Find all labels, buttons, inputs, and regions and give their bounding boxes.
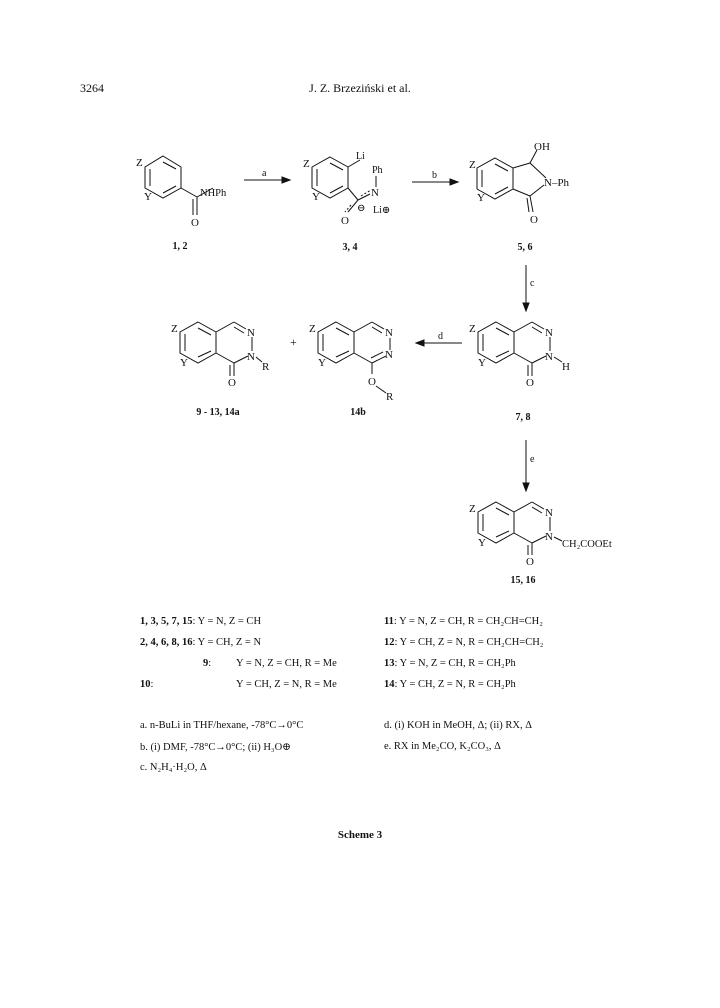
- atom-o: O: [191, 217, 199, 229]
- running-title: J. Z. Brzeziński et al.: [309, 81, 411, 95]
- atom-ch2cooet: CH₂COOEt: [562, 539, 612, 550]
- arrow-label-c: c: [530, 278, 535, 289]
- atom-o: O: [341, 215, 349, 227]
- legend-row: 1, 3, 5, 7, 15: Y = N, Z = CH: [140, 616, 262, 627]
- plus-sign: +: [290, 335, 297, 349]
- atom-z: Z: [171, 323, 178, 335]
- atom-n: N: [247, 327, 255, 339]
- atom-ph: Ph: [372, 165, 383, 176]
- atom-y: Y: [180, 357, 188, 369]
- atom-o: O: [368, 376, 376, 388]
- atom-y: Y: [312, 191, 320, 203]
- atom-n: N: [385, 349, 393, 361]
- structure-3-4: [312, 157, 376, 212]
- legend-row: 10:: [140, 679, 154, 690]
- condition-b: b. (i) DMF, -78°C→0°C; (ii) H₃O⊕: [140, 742, 291, 753]
- compound-label-3-4: 3, 4: [342, 242, 358, 253]
- atom-n: N: [545, 351, 553, 363]
- compound-label-1-2: 1, 2: [172, 241, 188, 252]
- atom-z: Z: [469, 159, 476, 171]
- compound-label-5-6: 5, 6: [517, 242, 533, 253]
- legend-row: 9:: [203, 658, 212, 669]
- legend-row: 13: Y = N, Z = CH, R = CH₂Ph: [384, 658, 516, 669]
- atom-h: H: [562, 361, 570, 373]
- atom-n-ph: N–Ph: [544, 177, 570, 189]
- condition-c: c. N₂H₄·H₂O, Δ: [140, 762, 207, 773]
- arrow-label-b: b: [432, 170, 437, 181]
- condition-d: d. (i) KOH in MeOH, Δ; (ii) RX, Δ: [384, 720, 532, 731]
- atom-li: Li: [356, 151, 365, 162]
- atom-n: N: [371, 187, 379, 199]
- page-number: 3264: [80, 81, 104, 95]
- atom-r: R: [262, 361, 270, 373]
- atom-z: Z: [469, 503, 476, 515]
- atom-y: Y: [144, 191, 152, 203]
- condition-a: a. n-BuLi in THF/hexane, -78°C→0°C: [140, 720, 304, 731]
- atom-nhph: NHPh: [200, 188, 227, 199]
- atom-y: Y: [318, 357, 326, 369]
- atom-n: N: [247, 351, 255, 363]
- atom-n: N: [545, 531, 553, 543]
- compound-label-9-14a: 9 - 13, 14a: [196, 407, 240, 418]
- atom-n: N: [385, 327, 393, 339]
- arrow-c: [523, 265, 529, 311]
- atom-n: N: [545, 327, 553, 339]
- condition-e: e. RX in Me₂CO, K₂CO₃, Δ: [384, 741, 501, 752]
- structure-5-6: [477, 150, 546, 212]
- atom-li-plus: Li⊕: [373, 205, 391, 216]
- compound-label-15-16: 15, 16: [510, 575, 536, 586]
- compound-label-14b: 14b: [350, 407, 366, 418]
- atom-o: O: [526, 377, 534, 389]
- legend-row: 14: Y = CH, Z = N, R = CH₂Ph: [384, 679, 516, 690]
- atom-r: R: [386, 391, 394, 403]
- structure-1-2: [145, 156, 213, 215]
- arrow-label-d: d: [438, 331, 443, 342]
- legend-row: 2, 4, 6, 8, 16: Y = CH, Z = N: [140, 637, 262, 648]
- legend-row: 12: Y = CH, Z = N, R = CH₂CH=CH₂: [384, 637, 544, 648]
- atom-z: Z: [309, 323, 316, 335]
- atom-oh: OH: [534, 141, 550, 153]
- atom-o: O: [526, 556, 534, 568]
- scheme-caption: Scheme 3: [337, 829, 383, 841]
- arrow-label-e: e: [530, 454, 535, 465]
- structure-14b: [318, 322, 390, 393]
- arrow-label-a: a: [262, 168, 267, 179]
- legend-row-def: Y = N, Z = CH, R = Me: [236, 658, 337, 669]
- atom-z: Z: [136, 157, 143, 169]
- atom-y: Y: [477, 192, 485, 204]
- atom-o: O: [228, 377, 236, 389]
- atom-y: Y: [478, 357, 486, 369]
- legend-row-def: Y = CH, Z = N, R = Me: [236, 679, 337, 690]
- arrow-e: [523, 440, 529, 491]
- compound-label-7-8: 7, 8: [515, 412, 531, 423]
- legend-row: 11: Y = N, Z = CH, R = CH₂CH=CH₂: [384, 616, 543, 627]
- atom-n: N: [545, 507, 553, 519]
- atom-o: O: [530, 214, 538, 226]
- arrow-a: [244, 177, 290, 183]
- atom-minus: ⊖: [357, 203, 366, 214]
- atom-z: Z: [469, 323, 476, 335]
- atom-z: Z: [303, 158, 310, 170]
- atom-y: Y: [478, 537, 486, 549]
